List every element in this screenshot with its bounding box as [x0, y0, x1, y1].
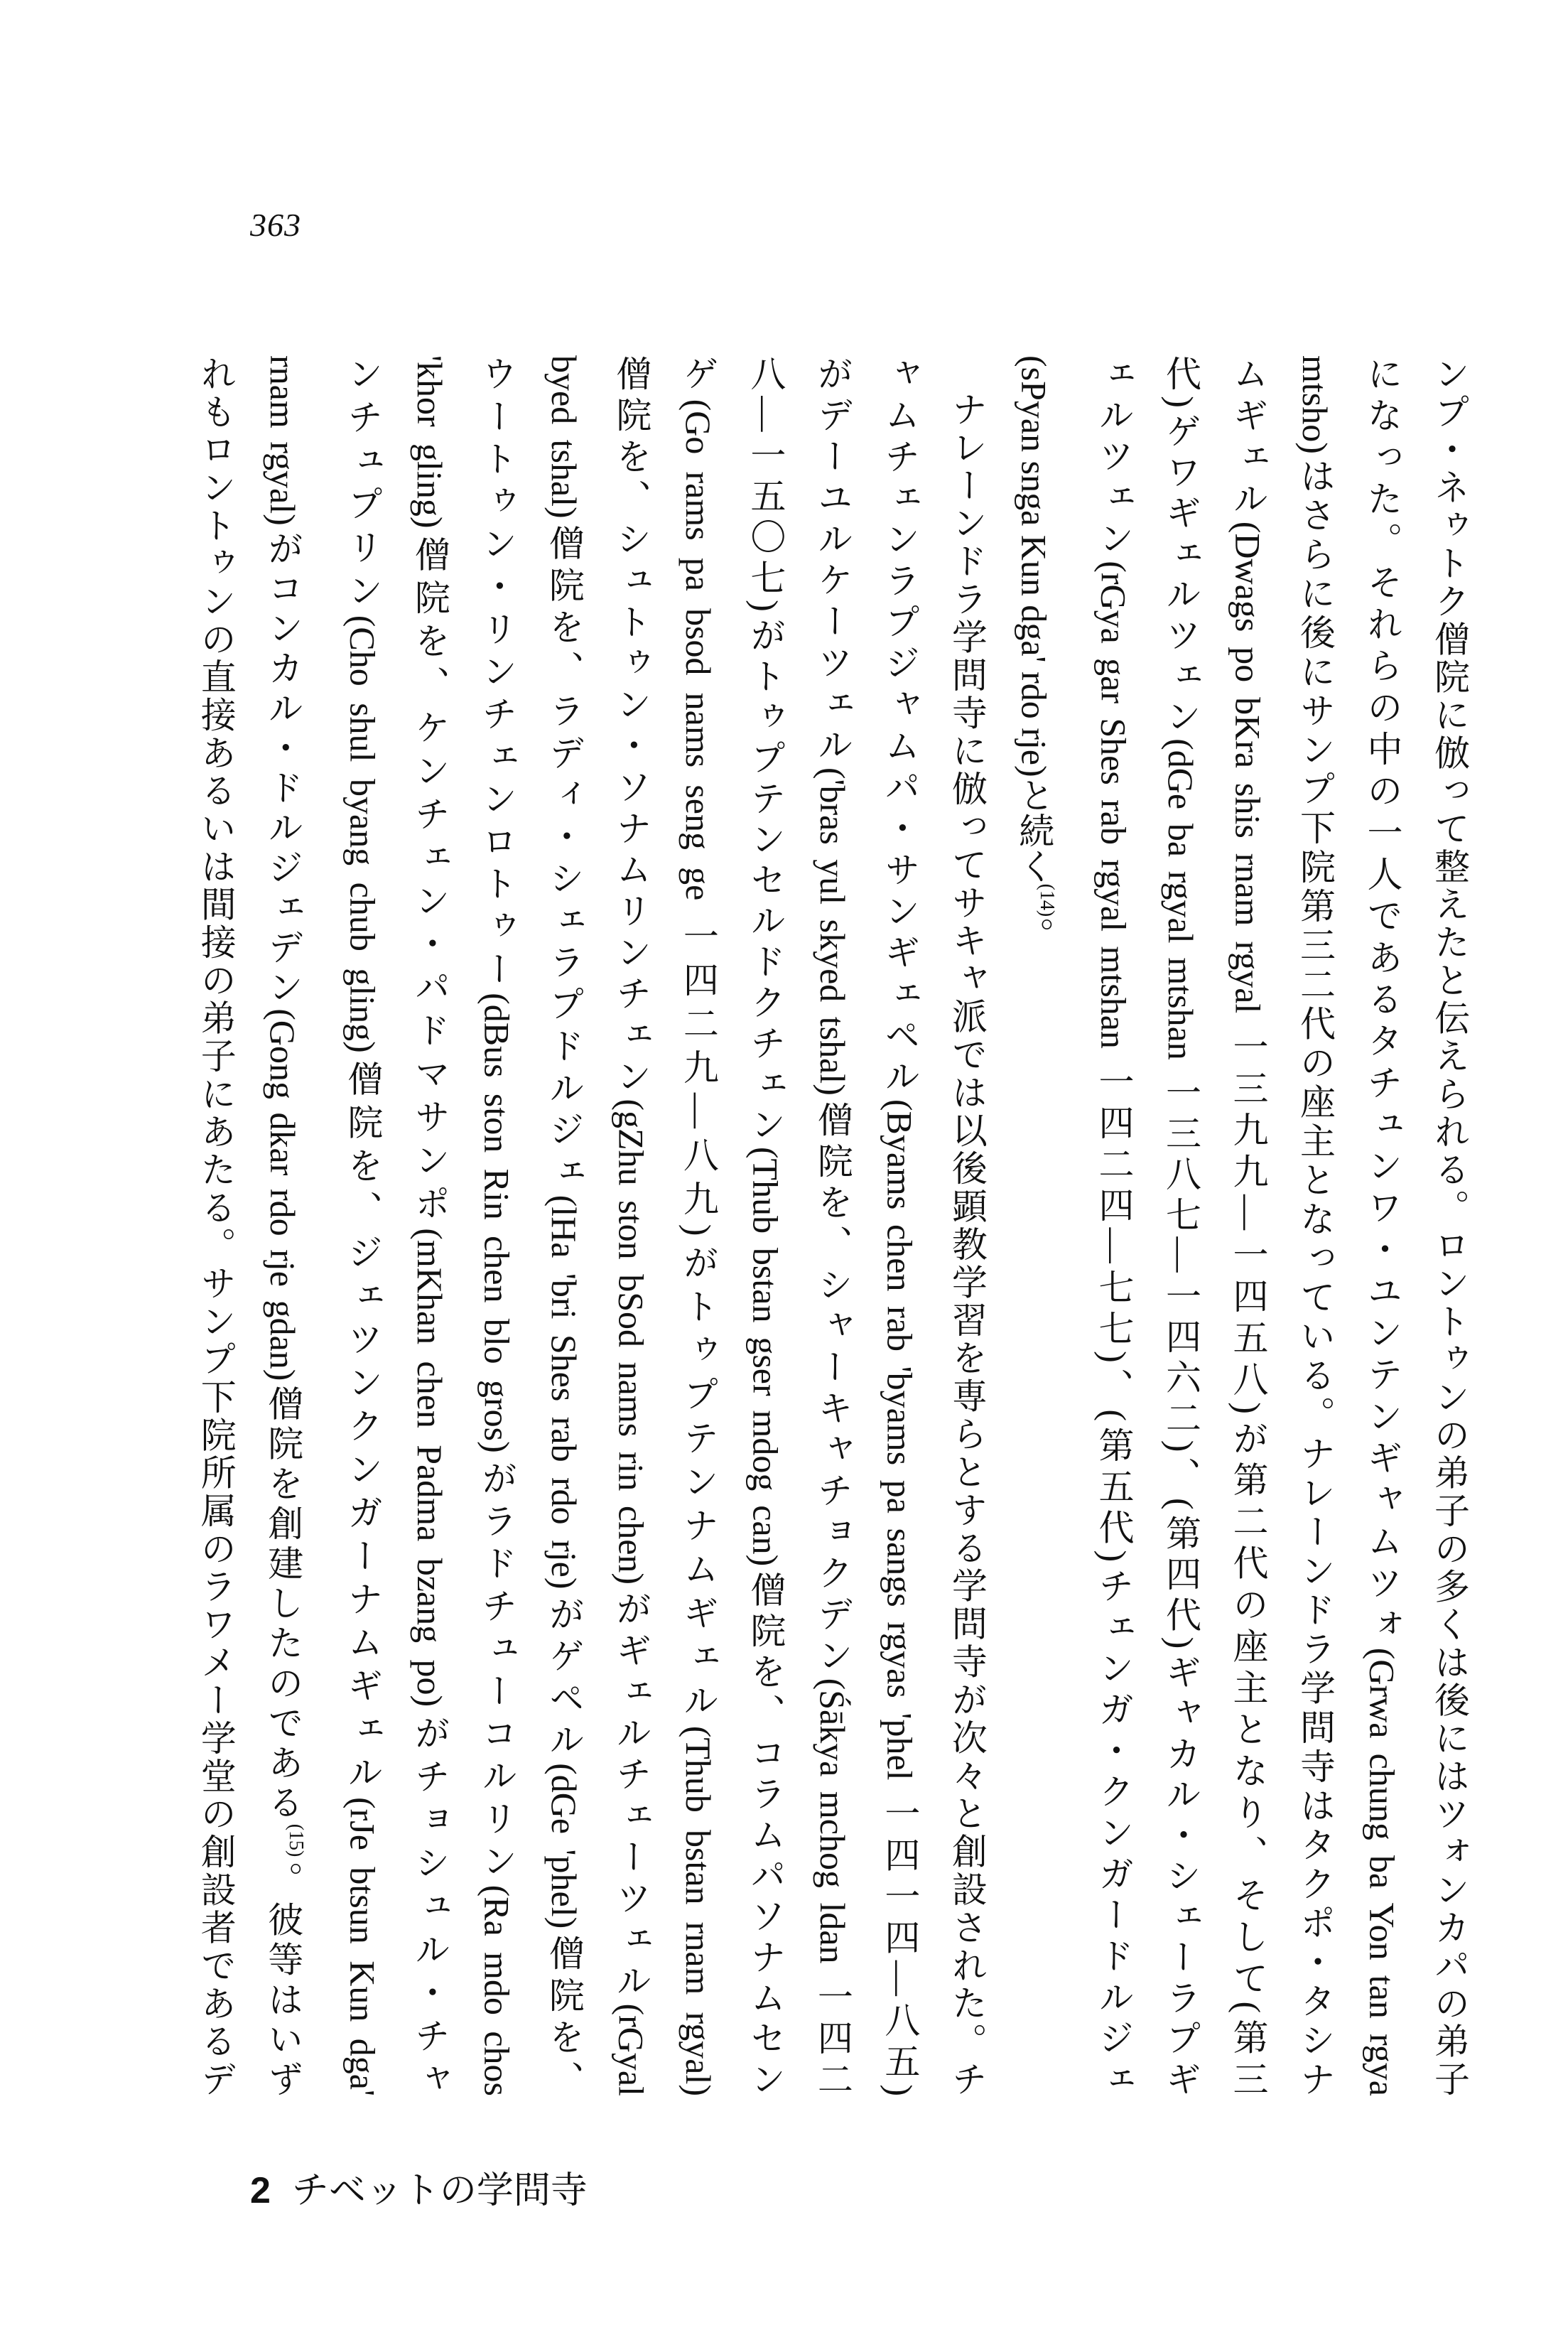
- text-column: [933, 355, 1000, 2096]
- text-column: [530, 355, 598, 2096]
- text-column: [799, 355, 866, 2096]
- text-column: [1282, 355, 1349, 2096]
- column-text: 代)ゲワギェルツェン(dGe ba rgyal mtshan 一三八七—一四六二)、(第四代)ギャカル・シェーラプギ: [1161, 355, 1201, 2096]
- chapter-title: チベットの学問寺: [291, 2171, 588, 2211]
- column-text-continued: 。彼等はいず: [263, 1857, 303, 2097]
- text-column: [182, 355, 249, 2096]
- text-column: [249, 355, 329, 2096]
- column-text: ウートゥン・リンチェンロトゥー(dBus ston Rin chen blo gros)がラドチューコルリン(Ra mdo chos: [477, 355, 517, 2096]
- text-column: [664, 355, 732, 2096]
- column-text: byed tshal)僧院を、ラディ・シェラプドルジェ(lHa 'bri Shes rab rdo rje)がゲペル(dGe 'phel)僧院を、: [544, 355, 584, 2096]
- column-text: mtsho)はさらに後にサンプ下院第三二代の座主となっている。ナレーンドラ学問寺はタクポ・タシナ: [1295, 355, 1335, 2096]
- column-text: れもロントゥンの直接あるいは間接の弟子にあたる。サンプ下院所属のラワメー学堂の創設者であるデ: [195, 355, 236, 2096]
- text-column: [1348, 355, 1416, 2096]
- column-text: がデーユルケーツェル('bras yul skyed tshal)僧院を、シャーキャチョクデン(Śākya mchog ldan 一四二: [812, 355, 853, 2096]
- text-column: [598, 355, 665, 2096]
- text-column: [329, 355, 396, 2096]
- column-text: 八—一五〇七)がトゥプテンセルドクチェン(Thub bstan gser mdog can)僧院を、コラムパソナムセン: [745, 355, 786, 2096]
- column-text: 'khor gling)僧院を、ケンチェン・パドマサンポ(mKhan chen Padma bzang po)がチョシュル・チャ: [409, 355, 450, 2096]
- column-text-continued: 。: [1014, 917, 1054, 953]
- column-text: ンチュプリン(Cho shul byang chub gling)僧院を、ジェツンクンガーナムギェル(rJe btsun Kun dga': [342, 355, 383, 2096]
- column-text: ゲ(Go rams pa bsod nams seng ge 一四二九—八九)がトゥプテンナムギェル(Thub bstan rnam rgyal): [678, 355, 718, 2096]
- column-text: ェルツェン(rGya gar Shes rab rgyal mtshan 一四二四—七七)、(第五代)チェンガ・クンガードルジェ: [1093, 355, 1134, 2096]
- text-column: [732, 355, 799, 2096]
- text-column: [1080, 355, 1147, 2096]
- column-text: ャムチェンラプジャムパ・サンギェペル(Byams chen rab 'byams pa sangs rgyas 'phel 一四一四—八五): [880, 355, 920, 2096]
- text-column: [1416, 355, 1483, 2096]
- body-text: [182, 355, 1483, 2096]
- column-text: 僧院を、シュトゥン・ソナムリンチェン(gZhu ston bSod nams rin chen)がギェルチェーツェル(rGyal: [611, 355, 651, 2096]
- running-footer: [250, 2160, 588, 2213]
- page-number: 363: [250, 207, 301, 243]
- column-text: (sPyan snga Kun dga' rdo rje)と続く: [1014, 355, 1054, 884]
- column-text: になった。それらの中の一人であるタチュンワ・ユンテンギャムツォ(Grwa chung ba Yon tan rgya: [1362, 355, 1402, 2096]
- column-text: ムギェル(Dwags po bKra shis rnam rgyal 一三九九—一四五八)が第二代の座主となり、そして(第三: [1228, 355, 1268, 2096]
- text-column: [866, 355, 934, 2096]
- column-text: ンプ・ネゥトク僧院に倣って整えたと伝えられる。ロントゥンの弟子の多くは後にはツォンカパの弟子: [1429, 355, 1469, 2096]
- column-text: rnam rgyal)がコンカル・ドルジェデン(Gong dkar rdo rje gdan)僧院を創建したのである: [263, 355, 303, 1824]
- text-column: [463, 355, 531, 2096]
- column-text: ナレーンドラ学問寺に倣ってサキャ派では以後顕教学習を専らとする学問寺が次々と創設された。チ: [946, 391, 987, 2096]
- text-column: [396, 355, 463, 2096]
- footnote-marker: (14): [1036, 883, 1058, 917]
- text-column: [1000, 355, 1080, 2096]
- text-column: [1214, 355, 1282, 2096]
- text-column: [1147, 355, 1215, 2096]
- footnote-marker: (15): [284, 1823, 307, 1857]
- chapter-number: 2: [250, 2170, 271, 2211]
